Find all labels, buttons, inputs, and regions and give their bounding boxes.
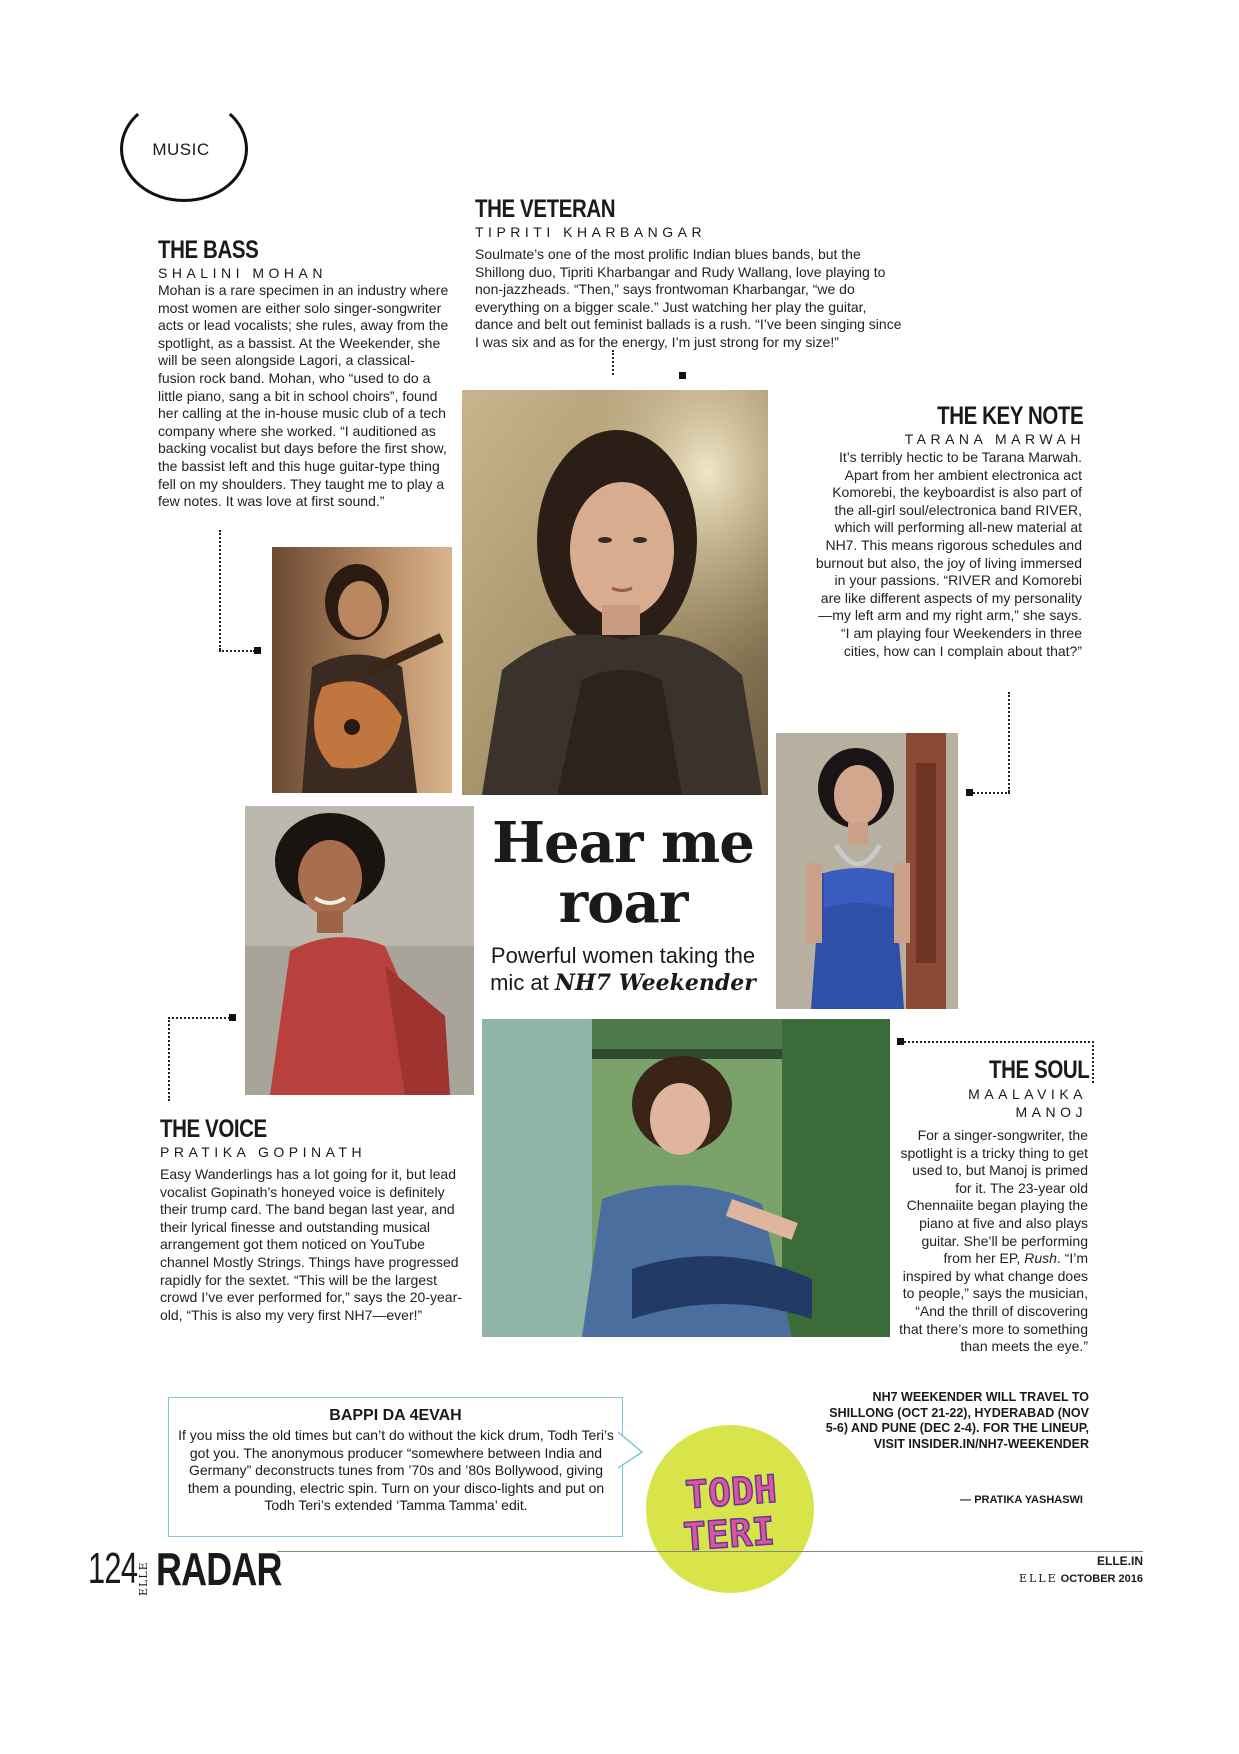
soul-body-text: For a singer-songwriter, the spotlight is a tricky thing to get used to, but Manoj is primed for it. The 23-year old Chennaiite began playing the piano at five and also plays guitar. She’ll be performing from her EP, bbox=[900, 1127, 1088, 1267]
keynote-name: TARANA MARWAH bbox=[904, 431, 1085, 447]
sidebar-body: If you miss the old times but can’t do without the kick drum, Todh Teri’s got you. The anonymous producer “somewhere between India and Germany” deconstructs tunes from ’70s and ’80s Bollywood, giving them a pounding, electric spin. Turn on your disco-lights and put on Todh Teri’s extended ‘Tamma Tamma’ edit. bbox=[178, 1427, 614, 1514]
bass-heading: THE BASS bbox=[158, 236, 259, 264]
subtitle-line-2-text: mic at bbox=[490, 970, 555, 995]
keynote-connector-end bbox=[966, 789, 973, 796]
footer-issue-brand: ELLE bbox=[1018, 1572, 1058, 1585]
page-number: 124 bbox=[88, 1544, 138, 1593]
todh-teri-logo bbox=[646, 1425, 814, 1593]
voice-photo-art bbox=[245, 806, 474, 1095]
keynote-photo bbox=[776, 733, 958, 1009]
keynote-photo-art bbox=[776, 733, 958, 1009]
travel-note: NH7 WEEKENDER WILL TRAVEL TO SHILLONG (OCT 21-22), HYDERABAD (NOV 5-6) AND PUNE (DEC 2-4). FOR THE LINEUP, VISIT INSIDER.IN/NH7-WEEKENDER bbox=[825, 1390, 1089, 1451]
soul-body-ep-title: Rush bbox=[1024, 1250, 1057, 1267]
todh-teri-logo-art bbox=[646, 1425, 814, 1593]
soul-photo bbox=[482, 1019, 890, 1337]
soul-body bbox=[896, 1127, 1088, 1356]
footer-rule bbox=[277, 1551, 1143, 1552]
voice-photo bbox=[245, 806, 474, 1095]
voice-body: Easy Wanderlings has a lot going for it, but lead vocalist Gopinath’s honeyed voice is definitely their trump card. The band began last year, and their lyrical finesse and outstanding musical arrangement got them noticed on YouTube channel Mostly Strings. Things have progressed rapidly for the sextet. “This will be the largest crowd I’ve ever performed for,” says the 20-year-old, “This is also my very first NH7—ever!” bbox=[160, 1166, 462, 1323]
subtitle-event-name: NH7 Weekender bbox=[554, 970, 756, 996]
veteran-photo bbox=[462, 390, 768, 795]
sidebar-title: BAPPI DA 4EVAH bbox=[329, 1407, 462, 1424]
voice-connector-vertical bbox=[168, 1017, 170, 1101]
voice-heading: THE VOICE bbox=[160, 1115, 267, 1143]
soul-connector-end bbox=[897, 1038, 904, 1045]
todh-teri-logo-line2: TERI bbox=[681, 1508, 777, 1560]
soul-body-text-end: . “I’m inspired by what change does to people,” says the musician, “And the thrill of discovering that there’s more to something than meets the eye.” bbox=[899, 1250, 1088, 1355]
veteran-heading: THE VETERAN bbox=[475, 195, 616, 223]
soul-photo-art bbox=[482, 1019, 890, 1337]
soul-connector-vertical bbox=[1092, 1041, 1094, 1083]
footer-issue bbox=[1019, 1572, 1143, 1585]
footer-site: ELLE.IN bbox=[1096, 1554, 1143, 1568]
soul-connector-horizontal bbox=[904, 1041, 1094, 1043]
bass-body: Mohan is a rare specimen in an industry where most women are either solo singer-songwriter acts or lead vocalists; she rules, away from the spotlight, as a bassist. At the Weekender, she will be seen alongside Lagori, a classical-fusion rock band. Mohan, who “used to do a little piano, sang a bit in school choirs”, found her calling at the in-house music club of a tech company where she worked. “I auditioned as backing vocalist but days before the first show, the bassist left and this huge guitar-type thing fell on my shoulders. They taught me to play a few notes. It was love at first sound.” bbox=[158, 282, 449, 510]
voice-name: PRATIKA GOPINATH bbox=[160, 1144, 367, 1160]
keynote-heading: THE KEY NOTE bbox=[936, 402, 1083, 430]
veteran-name: TIPRITI KHARBANGAR bbox=[475, 224, 707, 240]
bass-photo bbox=[272, 547, 452, 793]
veteran-connector-end bbox=[679, 372, 686, 379]
bass-connector-end bbox=[254, 647, 261, 654]
voice-connector-horizontal bbox=[168, 1017, 230, 1019]
bass-connector-horizontal bbox=[219, 650, 255, 652]
soul-name-line1: MAALAVIKA bbox=[968, 1086, 1087, 1102]
veteran-connector bbox=[612, 350, 614, 375]
veteran-body: Soulmate’s one of the most prolific Indian blues bands, but the Shillong duo, Tipriti Kharbangar and Rudy Wallang, love playing to non-jazzheads. “Then,” says frontwoman Kharbangar, “we do everything on a bigger scale.” Just watching her play the guitar, dance and belt out feminist ballads is a rush. “I’ve been singing since I was six and as for the energy, I’m just strong for my size!” bbox=[475, 246, 902, 350]
section-tag: MUSIC bbox=[152, 140, 210, 159]
page-title: Hear me roar bbox=[492, 810, 754, 936]
subtitle-line-1: Powerful women taking the bbox=[490, 943, 756, 968]
soul-name-line2: MANOJ bbox=[1015, 1104, 1087, 1120]
byline: — PRATIKA YASHASWI bbox=[960, 1494, 1083, 1506]
page-subtitle bbox=[478, 942, 768, 997]
voice-connector-end bbox=[229, 1014, 236, 1021]
footer-brand: ELLE bbox=[137, 1561, 150, 1596]
bass-connector-vertical bbox=[219, 530, 221, 650]
footer-section: RADAR bbox=[156, 1543, 282, 1595]
sidebar-box-pointer bbox=[618, 1430, 648, 1470]
bass-photo-art bbox=[272, 547, 452, 793]
todh-teri-logo-line1: TODH bbox=[683, 1466, 779, 1518]
veteran-photo-art bbox=[462, 390, 768, 795]
keynote-connector-horizontal bbox=[970, 792, 1010, 794]
subtitle-line-2 bbox=[478, 969, 768, 997]
footer-issue-date: OCTOBER 2016 bbox=[1060, 1573, 1143, 1585]
keynote-body: It’s terribly hectic to be Tarana Marwah. Apart from her ambient electronica act Komorebi, the keyboardist is also part of the all-girl soul/electronica band RIVER, which will performing all-new material at NH7. This means rigorous schedules and burnout but also, the joy of living immersed in your passions. “RIVER and Komorebi are like different aspects of my personality—my left arm and my right arm,” she says. “I am playing four Weekenders in three cities, how can I complain about that?” bbox=[815, 449, 1082, 659]
bass-name: SHALINI MOHAN bbox=[158, 265, 327, 281]
soul-heading: THE SOUL bbox=[988, 1056, 1089, 1084]
keynote-connector-vertical bbox=[1008, 692, 1010, 792]
